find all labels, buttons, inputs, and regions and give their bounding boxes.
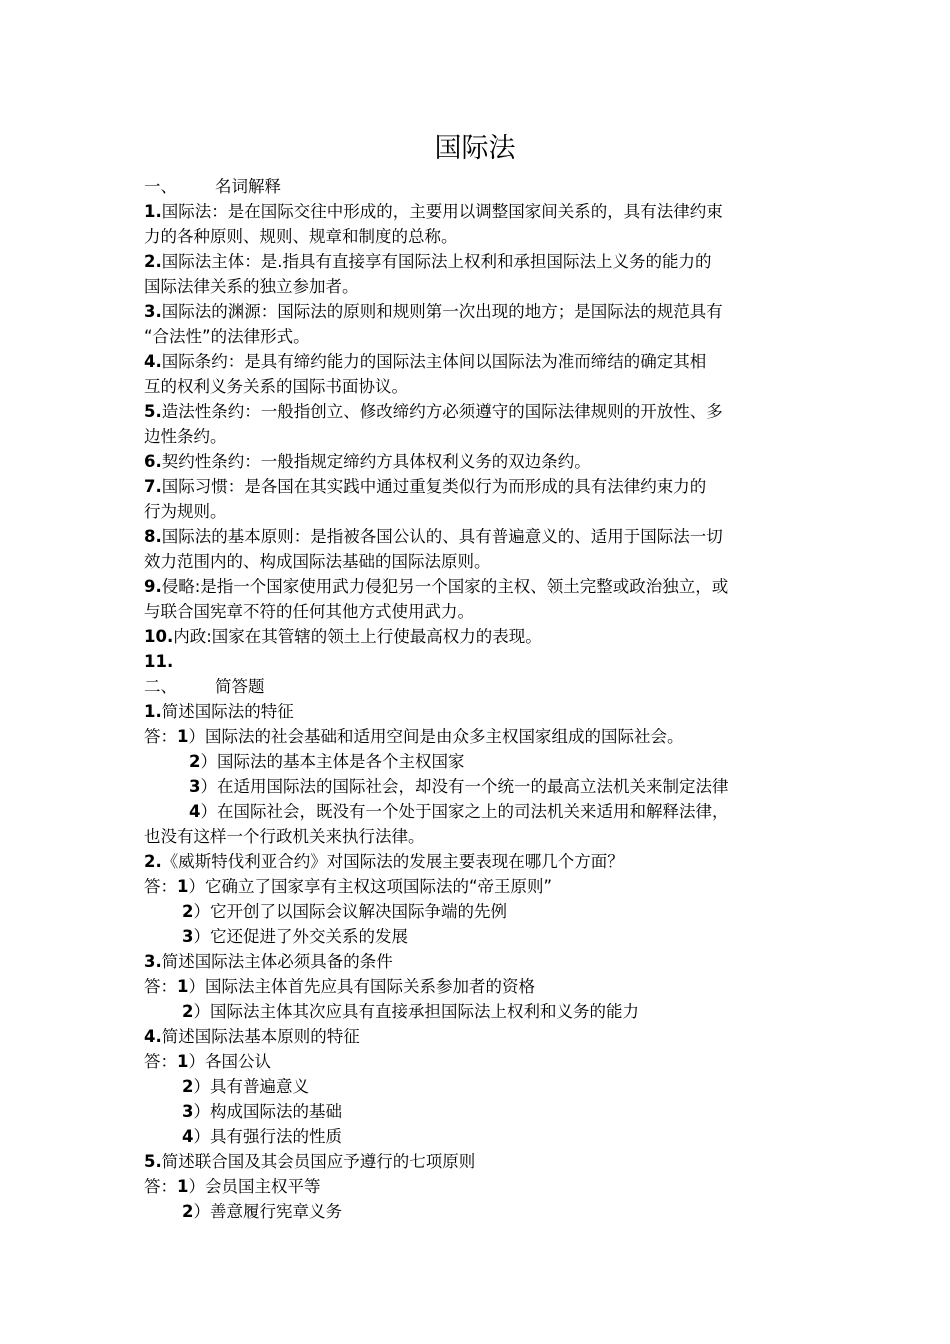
document-body <box>144 174 810 1224</box>
answer-text: ）善意履行宪章义务 <box>193 1202 342 1221</box>
term-line: “合法性”的法律形式。 <box>144 327 310 346</box>
term-text: 契约性条约：一般指规定缔约方具体权利义务的双边条约。 <box>161 452 591 471</box>
answer-number: 3 <box>182 1102 194 1121</box>
term-text: 造法性条约：一般指创立、修改缔约方必须遵守的国际法律规则的开放性、多 <box>161 402 723 421</box>
document-title: 国际法 <box>434 133 516 164</box>
term-text: 国际法的渊源：国际法的原则和规则第一次出现的地方；是国际法的规范具有 <box>161 302 723 321</box>
answer-number: 2 <box>182 902 194 921</box>
term-text: 国际条约：是具有缔约能力的国际法主体间以国际法为准而缔结的确定其相 <box>161 352 707 371</box>
answer-text: ）国际法的社会基础和适用空间是由众多主权国家组成的国际社会。 <box>188 727 684 746</box>
question-text: 简述联合国及其会员国应予遵行的七项原则 <box>161 1152 476 1171</box>
term-text: 国际法：是在国际交往中形成的，主要用以调整国家间关系的，具有法律约束 <box>161 202 723 221</box>
term-number: 5. <box>144 402 162 421</box>
answer-prefix: 答： <box>144 727 177 746</box>
question-line <box>144 849 810 874</box>
term-line <box>144 574 810 599</box>
question-text: 简述国际法的特征 <box>161 702 294 721</box>
term-text: 国际法主体：是.指具有直接享有国际法上权利和承担国际法上义务的能力的 <box>161 252 712 271</box>
answer-prefix: 答： <box>144 1177 177 1196</box>
term-number: 4. <box>144 352 162 371</box>
answer-text: ）国际法主体首先应具有国际关系参加者的资格 <box>188 977 535 996</box>
question-text: 简述国际法主体必须具备的条件 <box>161 952 393 971</box>
answer-line <box>144 874 810 899</box>
term-number: 2. <box>144 252 162 271</box>
section-marker: 二、 <box>144 677 177 696</box>
question-line <box>144 699 810 724</box>
answer-line <box>144 974 810 999</box>
answer-text: ）在国际社会，既没有一个处于国家之上的司法机关来适用和解释法律， <box>200 802 729 821</box>
answer-line <box>144 799 810 824</box>
answer-text: ）在适用国际法的国际社会，却没有一个统一的最高立法机关来制定法律 <box>200 777 729 796</box>
term-line <box>144 199 810 224</box>
answer-line <box>144 1099 810 1124</box>
term-line <box>144 524 810 549</box>
answer-prefix: 答： <box>144 1052 177 1071</box>
answer-number: 4 <box>182 1127 194 1146</box>
answer-prefix: 答： <box>144 877 177 896</box>
section-heading-text: 简答题 <box>215 677 265 696</box>
term-number: 1. <box>144 202 162 221</box>
answer-line <box>144 724 810 749</box>
answer-line <box>144 1174 810 1199</box>
question-number: 2. <box>144 852 162 871</box>
question-number: 5. <box>144 1152 162 1171</box>
term-line <box>144 299 810 324</box>
section-marker: 一、 <box>144 177 177 196</box>
answer-number: 2 <box>182 1202 194 1221</box>
term-number: 6. <box>144 452 162 471</box>
answer-continuation: 也没有这样一个行政机关来执行法律。 <box>144 827 425 846</box>
answer-number: 1 <box>177 977 189 996</box>
term-number: 9. <box>144 577 162 596</box>
section-heading-short-answer <box>144 674 810 699</box>
term-line: 效力范围内的、构成国际法基础的国际法原则。 <box>144 552 491 571</box>
answer-line <box>144 1124 810 1149</box>
answer-text: ）具有强行法的性质 <box>193 1127 342 1146</box>
term-number: 3. <box>144 302 162 321</box>
answer-text: ）构成国际法的基础 <box>193 1102 342 1121</box>
answer-text: ）它开创了以国际会议解决国际争端的先例 <box>193 902 507 921</box>
answer-text: ）它确立了国家享有主权这项国际法的“帝王原则” <box>188 877 553 896</box>
answer-text: ）会员国主权平等 <box>188 1177 321 1196</box>
answer-number: 2 <box>182 1077 194 1096</box>
answer-number: 1 <box>177 727 189 746</box>
answer-number: 4 <box>189 802 201 821</box>
term-line <box>144 349 810 374</box>
answer-number: 1 <box>177 1177 189 1196</box>
answer-line <box>144 1074 810 1099</box>
answer-line <box>144 749 810 774</box>
answer-line <box>144 1199 810 1224</box>
answer-line <box>144 774 810 799</box>
term-text: 内政:国家在其管辖的领土上行使最高权力的表现。 <box>173 627 542 646</box>
term-number: 11. <box>144 652 174 671</box>
question-number: 3. <box>144 952 162 971</box>
answer-number: 3 <box>182 927 194 946</box>
term-text: 国际法的基本原则：是指被各国公认的、具有普遍意义的、适用于国际法一切 <box>161 527 723 546</box>
term-number: 10. <box>144 627 174 646</box>
question-number: 4. <box>144 1027 162 1046</box>
answer-text: ）国际法主体其次应具有直接承担国际法上权利和义务的能力 <box>193 1002 639 1021</box>
section-heading-definitions <box>144 174 810 199</box>
term-line: 边性条约。 <box>144 427 227 446</box>
section-heading-text: 名词解释 <box>215 177 281 196</box>
term-line <box>144 649 810 674</box>
answer-line <box>144 999 810 1024</box>
question-line <box>144 1149 810 1174</box>
answer-text: ）它还促进了外交关系的发展 <box>193 927 408 946</box>
question-text: 《威斯特伐利亚合约》对国际法的发展主要表现在哪几个方面？ <box>161 852 624 871</box>
term-line <box>144 449 810 474</box>
answer-prefix: 答： <box>144 977 177 996</box>
term-line: 与联合国宪章不符的任何其他方式使用武力。 <box>144 602 474 621</box>
answer-number: 1 <box>177 877 189 896</box>
term-number: 8. <box>144 527 162 546</box>
answer-text: ）国际法的基本主体是各个主权国家 <box>200 752 465 771</box>
term-line: 行为规则。 <box>144 502 227 521</box>
term-line <box>144 474 810 499</box>
question-number: 1. <box>144 702 162 721</box>
term-line <box>144 624 810 649</box>
answer-number: 1 <box>177 1052 189 1071</box>
term-line: 国际法律关系的独立参加者。 <box>144 277 359 296</box>
answer-text: ）具有普遍意义 <box>193 1077 309 1096</box>
question-text: 简述国际法基本原则的特征 <box>161 1027 360 1046</box>
answer-number: 3 <box>189 777 201 796</box>
answer-line <box>144 924 810 949</box>
term-number: 7. <box>144 477 162 496</box>
answer-line <box>144 899 810 924</box>
term-text: 侵略:是指一个国家使用武力侵犯另一个国家的主权、领土完整或政治独立，或 <box>161 577 729 596</box>
term-text: 国际习惯：是各国在其实践中通过重复类似行为而形成的具有法律约束力的 <box>161 477 707 496</box>
answer-number: 2 <box>182 1002 194 1021</box>
term-line <box>144 399 810 424</box>
answer-number: 2 <box>189 752 201 771</box>
answer-text: ）各国公认 <box>188 1052 271 1071</box>
term-line: 互的权利义务关系的国际书面协议。 <box>144 377 408 396</box>
answer-line <box>144 1049 810 1074</box>
term-line <box>144 249 810 274</box>
question-line <box>144 1024 810 1049</box>
term-line: 力的各种原则、规则、规章和制度的总称。 <box>144 227 458 246</box>
question-line <box>144 949 810 974</box>
